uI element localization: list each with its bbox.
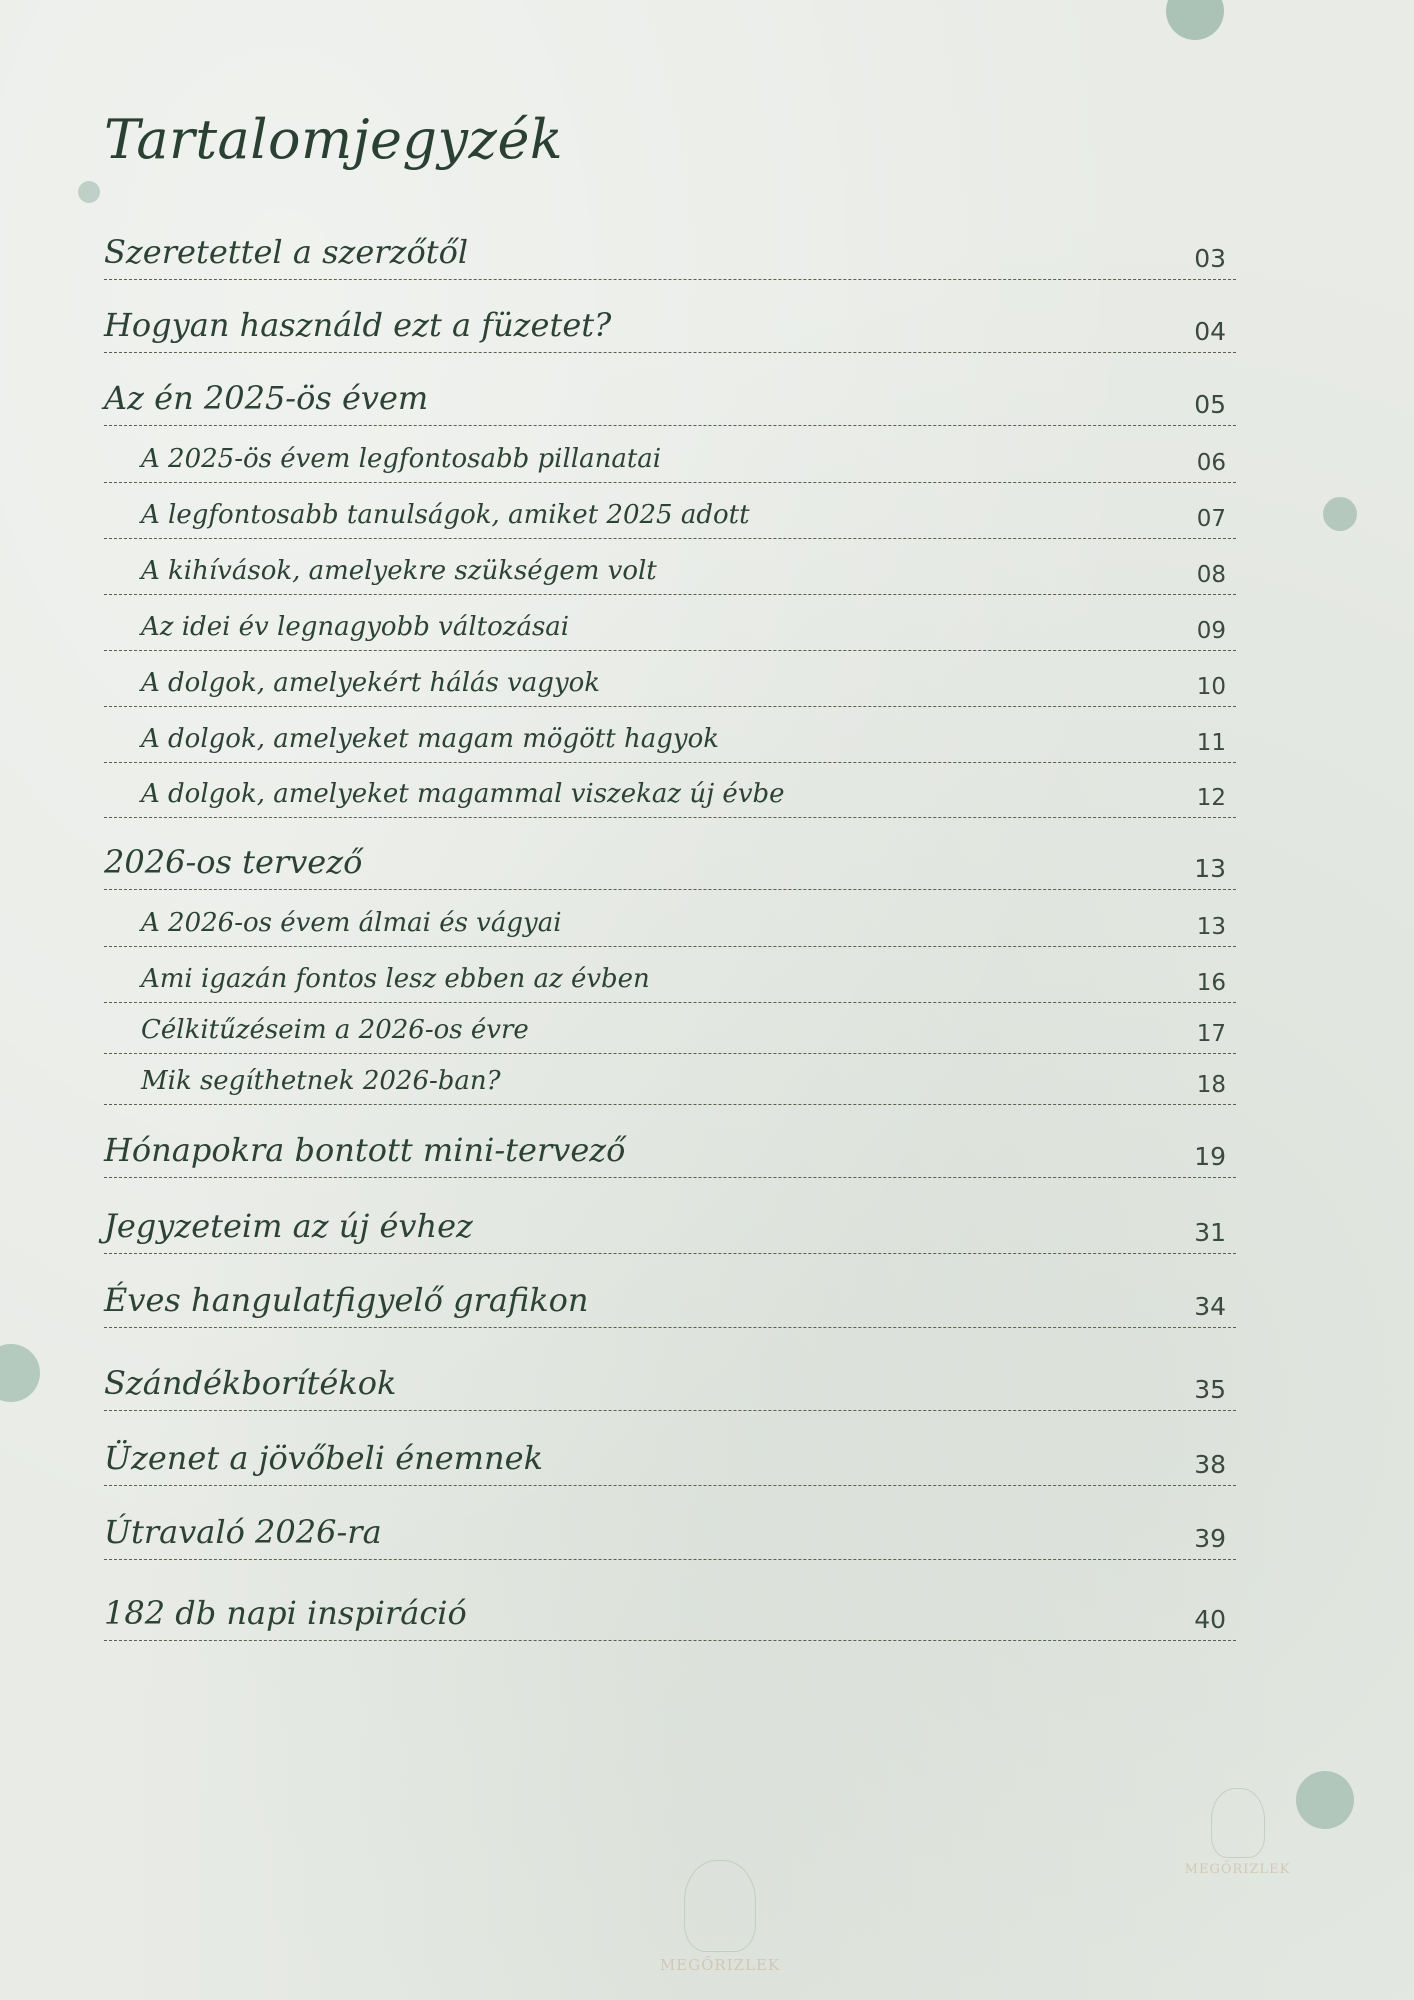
toc-entry-label: Útravaló 2026-ra: [104, 1513, 382, 1551]
toc-page-number: 31: [1194, 1218, 1226, 1247]
toc-page-number: 16: [1196, 970, 1226, 996]
toc-entry[interactable]: [104, 1410, 1236, 1486]
toc-entry-label: 182 db napi inspiráció: [104, 1594, 467, 1632]
toc-page-number: 13: [1194, 854, 1226, 883]
toc-page-number: 17: [1196, 1021, 1226, 1047]
toc-page-number: 04: [1194, 317, 1226, 346]
toc-subentry[interactable]: [104, 889, 1236, 947]
toc-entry-label: Célkitűzéseim a 2026-os évre: [141, 1015, 529, 1045]
woman-figure-icon: [684, 1860, 756, 1952]
toc-entry-label: Mik segíthetnek 2026-ban?: [141, 1066, 501, 1096]
toc-page-number: 09: [1196, 618, 1226, 644]
toc-entry[interactable]: [104, 230, 1236, 280]
toc-entry-label: Ami igazán fontos lesz ebben az évben: [141, 964, 650, 994]
toc-page-number: 35: [1194, 1375, 1226, 1404]
toc-entry-label: Az idei év legnagyobb változásai: [141, 612, 570, 642]
toc-entry-label: A 2026-os évem álmai és vágyai: [141, 908, 562, 938]
toc-entry[interactable]: [104, 352, 1236, 426]
toc-entry-label: 2026-os tervező: [104, 843, 363, 881]
toc-entry[interactable]: [104, 1177, 1236, 1254]
toc-subentry[interactable]: [104, 594, 1236, 651]
toc-entry[interactable]: [104, 1104, 1236, 1178]
toc-subentry[interactable]: [104, 1002, 1236, 1054]
toc-entry-label: Szeretettel a szerzőtől: [104, 233, 469, 271]
toc-page-number: 18: [1196, 1072, 1226, 1098]
toc-subentry[interactable]: [104, 482, 1236, 539]
toc-entry[interactable]: [104, 1559, 1236, 1641]
toc-page-number: 34: [1194, 1292, 1226, 1321]
decorative-dot: [78, 181, 100, 203]
toc-entry-label: Hónapokra bontott mini-tervező: [104, 1131, 626, 1169]
toc-page-number: 13: [1196, 914, 1226, 940]
toc-entry-label: Az én 2025-ös évem: [104, 379, 429, 417]
toc-subentry[interactable]: [104, 650, 1236, 707]
decorative-dot: [1323, 497, 1357, 531]
brand-logo-text: MEGŐRIZLEK: [1184, 1862, 1291, 1877]
toc-subentry[interactable]: [104, 538, 1236, 595]
decorative-dot: [1166, 0, 1224, 40]
toc-entry[interactable]: [104, 1485, 1236, 1560]
toc-page-number: 12: [1196, 785, 1226, 811]
toc-entry-label: A dolgok, amelyekért hálás vagyok: [141, 668, 601, 698]
toc-page-number: 07: [1196, 506, 1226, 532]
toc-entry-label: Szándékborítékok: [104, 1364, 397, 1402]
toc-entry-label: A kihívások, amelyekre szükségem volt: [141, 556, 657, 586]
brand-logo: [640, 1860, 800, 1974]
toc-entry[interactable]: [104, 1253, 1236, 1328]
toc-entry-label: A legfontosabb tanulságok, amiket 2025 adott: [141, 500, 750, 530]
brand-logo-small: [1165, 1788, 1310, 1877]
toc-page-number: 05: [1194, 390, 1226, 419]
page-title: Tartalomjegyzék: [104, 108, 564, 171]
toc-page-number: 08: [1196, 562, 1226, 588]
toc-entry[interactable]: [104, 279, 1236, 353]
toc-page-number: 03: [1194, 244, 1226, 273]
decorative-dot: [0, 1344, 40, 1402]
toc-entry-label: Üzenet a jövőbeli énemnek: [104, 1439, 543, 1477]
toc-entry-label: Éves hangulatfigyelő grafikon: [104, 1281, 589, 1319]
toc-subentry[interactable]: [104, 1053, 1236, 1105]
toc-page-number: 38: [1194, 1450, 1226, 1479]
toc-entry[interactable]: [104, 1327, 1236, 1411]
toc-page-number: 11: [1196, 730, 1226, 756]
toc-entry-label: A dolgok, amelyeket magammal viszekaz új évbe: [141, 779, 785, 809]
toc-entry-label: Jegyzeteim az új évhez: [104, 1207, 473, 1245]
brand-logo-text: MEGŐRIZLEK: [659, 1956, 781, 1974]
toc-page-number: 39: [1194, 1524, 1226, 1553]
toc-subentry[interactable]: [104, 706, 1236, 763]
toc-entry-label: Hogyan használd ezt a füzetet?: [104, 306, 612, 344]
toc-subentry[interactable]: [104, 946, 1236, 1003]
toc-subentry[interactable]: [104, 762, 1236, 818]
toc-page-number: 10: [1196, 674, 1226, 700]
toc-entry[interactable]: [104, 817, 1236, 890]
woman-figure-icon: [1211, 1788, 1265, 1858]
toc-page-number: 06: [1196, 450, 1226, 476]
toc-page-number: 40: [1194, 1605, 1226, 1634]
toc-subentry[interactable]: [104, 425, 1236, 483]
toc-entry-label: A 2025-ös évem legfontosabb pillanatai: [141, 444, 662, 474]
toc-entry-label: A dolgok, amelyeket magam mögött hagyok: [141, 724, 719, 754]
toc-page-number: 19: [1194, 1142, 1226, 1171]
